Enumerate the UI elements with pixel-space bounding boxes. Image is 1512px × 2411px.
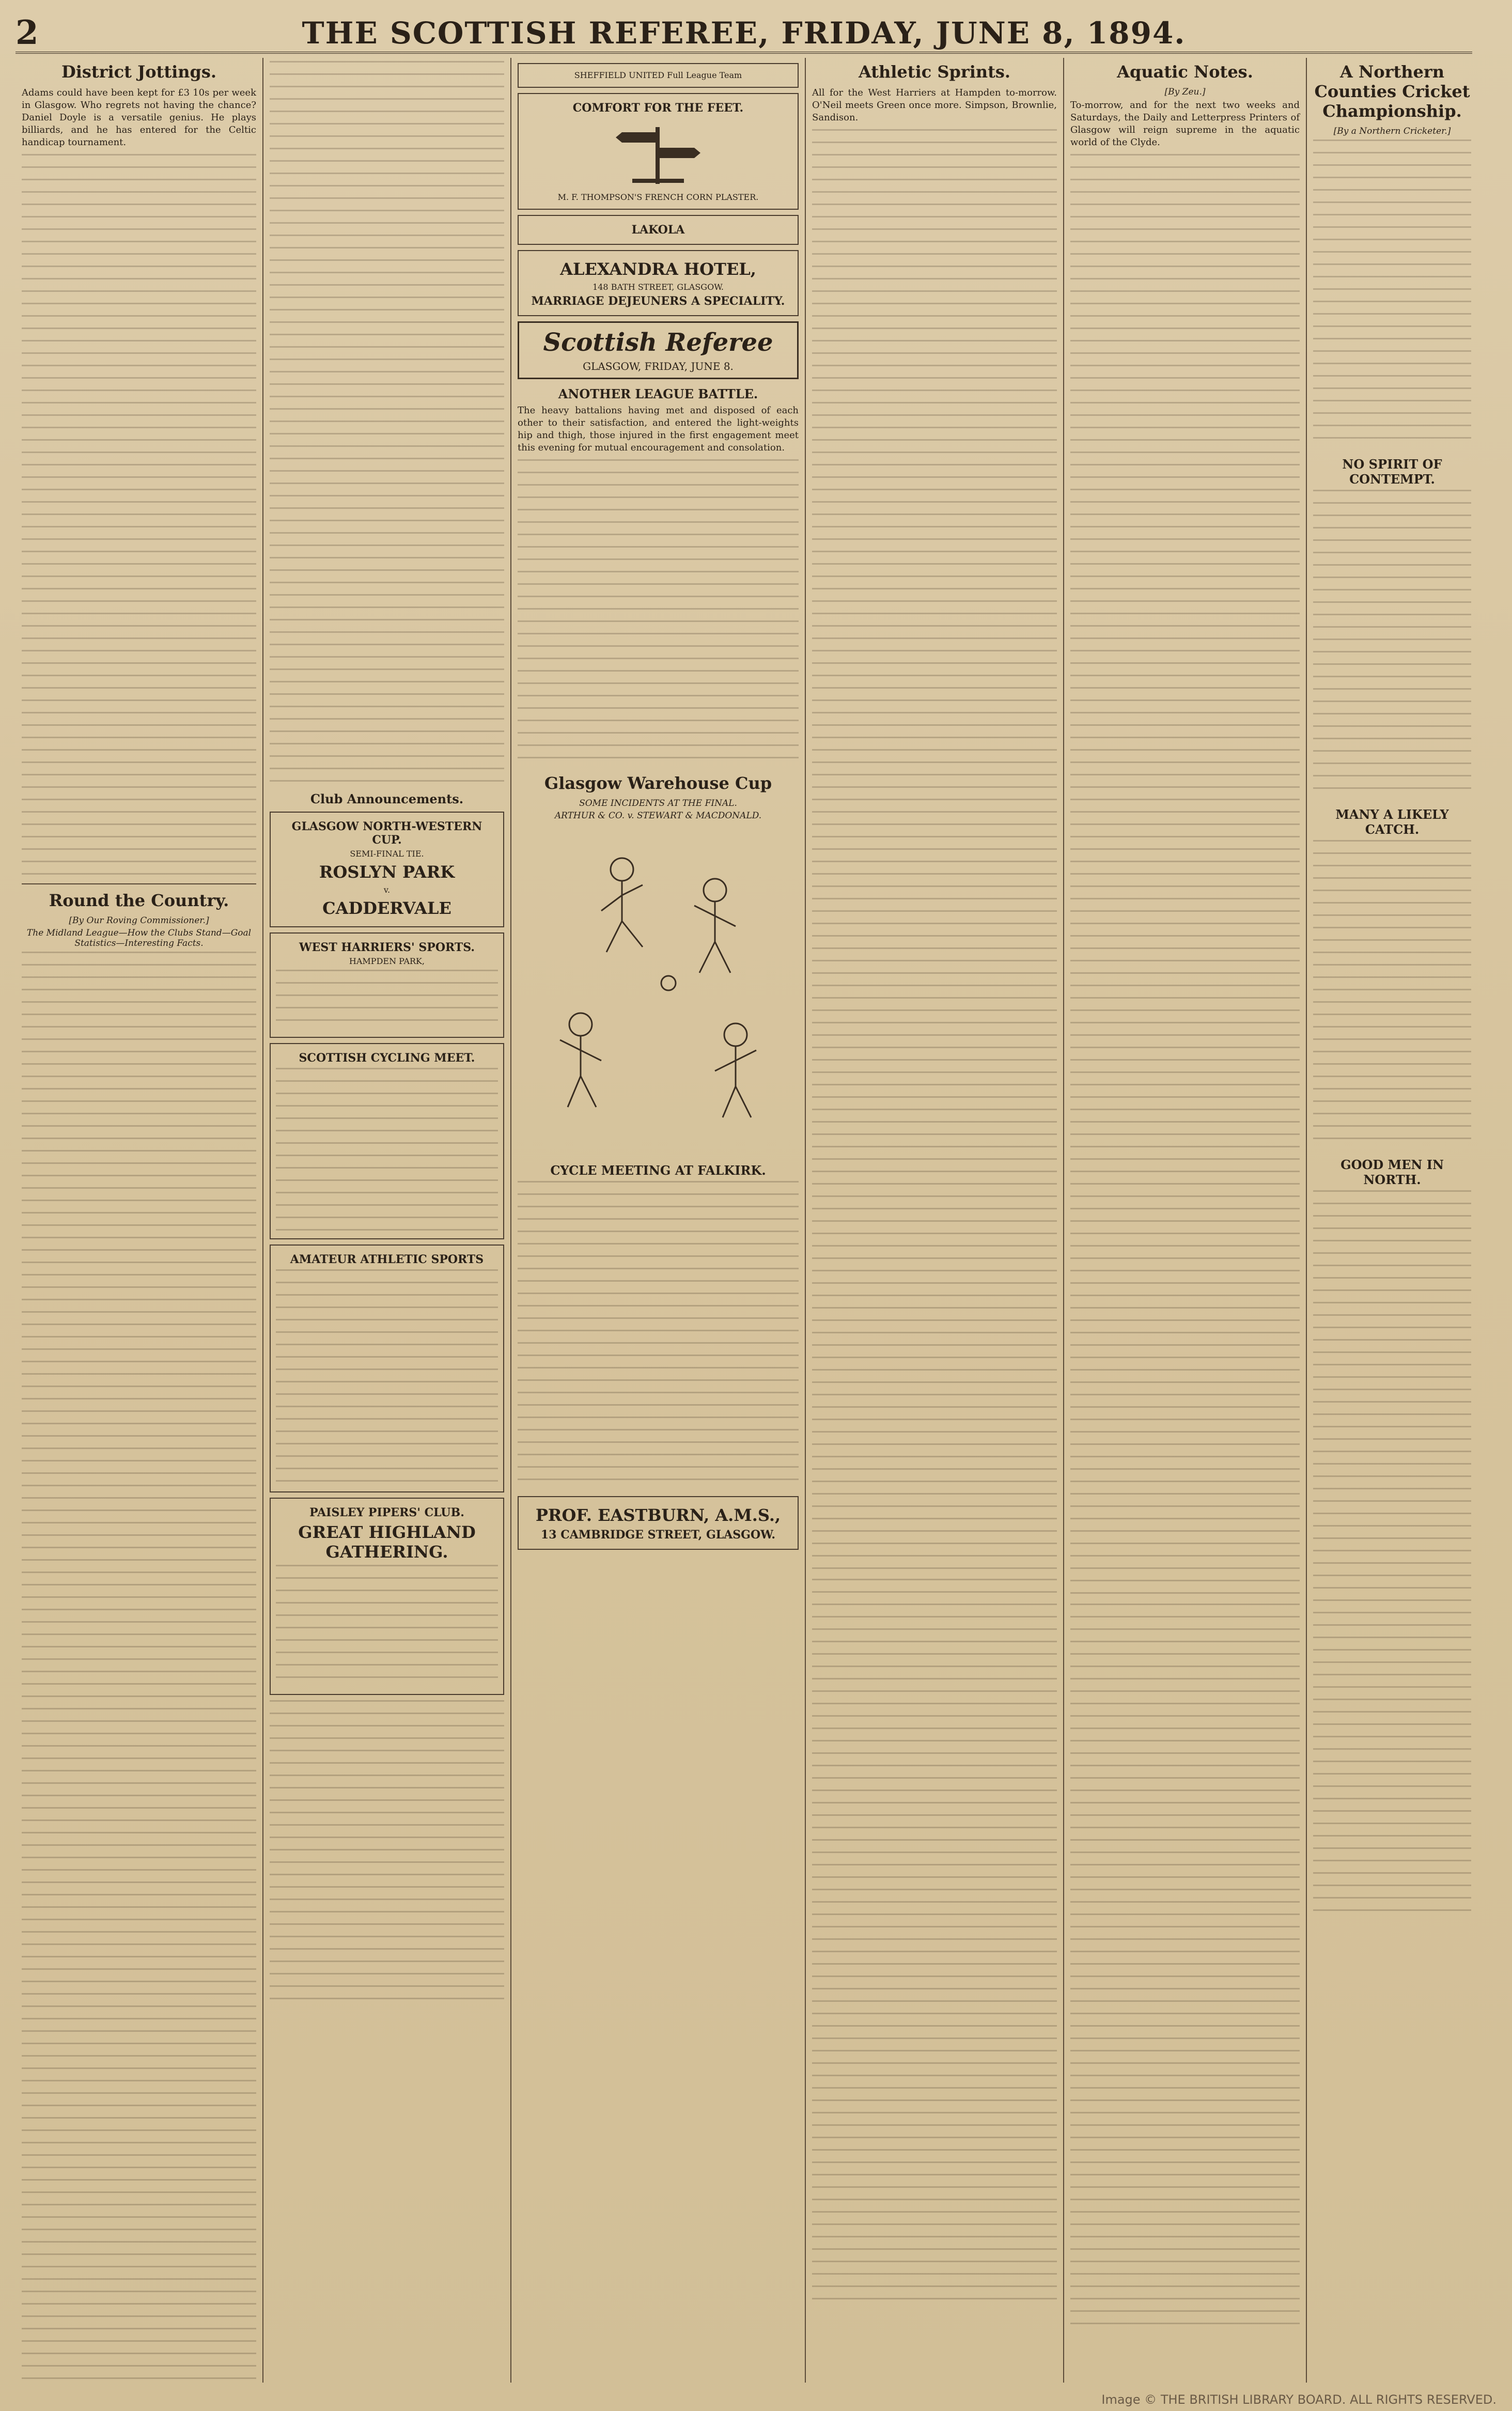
article-text-block [812,1579,1057,2302]
advert-address: 13 CAMBRIDGE STREET, GLASGOW. [540,1528,776,1542]
advert-versus: v. [383,885,391,895]
advert-cycling-meet [270,1043,504,1239]
article-text-block [270,61,504,784]
league-battle-heading: ANOTHER LEAGUE BATTLE. [558,386,758,401]
advert-team: CADDERVALE [322,898,451,918]
page-number: 2 [15,13,39,52]
article-text-block [1070,154,1300,1600]
warehouse-cup-heading: Glasgow Warehouse Cup [544,773,772,793]
advert-west-harriers [270,932,504,1038]
good-men-heading: GOOD MEN IN NORTH. [1340,1157,1444,1187]
district-jottings-text: Adams could have been kept for £3 10s per week in Glasgow. Who regrets not having the chance? Daniel Doyle is a versatile genius. He plays billiards, and he has entered for the Celtic handicap tournament. [22,87,256,148]
paper-masthead-box [518,321,799,379]
column-5 [1064,58,1307,2383]
image-credit: Image © THE BRITISH LIBRARY BOARD. ALL RIGHTS RESERVED. [1101,2392,1497,2407]
league-battle-text: The heavy battalions having met and disposed of each other to their satisfaction, and entered the light-weights hip and thigh, those injured in the first engagement meet this evening for mutual encouragement and consolation. [518,405,799,453]
signpost-illustration-icon [612,117,705,189]
article-text-block [1313,490,1471,800]
advert-title: GLASGOW NORTH-WESTERN CUP. [291,820,482,847]
article-text-block [1313,1190,1471,1914]
masthead [15,10,1472,54]
column-3 [511,58,806,2383]
advert-title: LAKOLA [631,223,685,237]
round-country-heading: Round the Country. [49,891,229,910]
advert-address: 148 BATH STREET, GLASGOW. [593,282,724,292]
football-sketch-illustration [518,828,799,1148]
column-4 [806,58,1064,2383]
advert-tagline: MARRIAGE DEJEUNERS A SPECIALITY. [531,294,785,308]
advert-title: ALEXANDRA HOTEL, [560,259,756,279]
advert-text [276,1565,498,1689]
district-jottings-heading: District Jottings. [61,62,217,82]
article-text-block [1070,1604,1300,2327]
advert-text [276,1068,498,1233]
round-country-subhead: The Midland League—How the Clubs Stand—Goal Statistics—Interesting Facts. [26,928,252,948]
advert-title: PAISLEY PIPERS' CLUB. [309,1506,464,1519]
column-rule [22,883,256,884]
advert-amateur-sports [270,1245,504,1492]
no-spirit-heading: NO SPIRIT OF CONTEMPT. [1342,457,1442,487]
article-text-block [518,459,799,769]
advert-line: SEMI-FINAL TIE. [350,849,424,859]
advert-prof-eastburn [518,1496,799,1550]
club-announcements-heading: Club Announcements. [310,791,464,806]
cricket-championship-heading: A Northern Counties Cricket Championship. [1314,62,1470,121]
advert-title: PROF. EASTBURN, A.M.S., [535,1505,781,1525]
advert-paisley-pipers [270,1498,504,1695]
warehouse-cup-teams: ARTHUR & CO. v. STEWART & MACDONALD. [554,811,762,821]
column-1 [15,58,263,2383]
advert-text-block [270,1700,504,2010]
article-text-block [518,1181,799,1491]
article-text-block [1313,840,1471,1150]
aquatic-notes-heading: Aquatic Notes. [1117,62,1253,82]
article-text-block [22,154,256,877]
advert-line: SHEFFIELD UNITED Full League Team [574,70,742,80]
paper-brand: Scottish Referee [543,328,773,357]
newspaper-title: THE SCOTTISH REFEREE, FRIDAY, JUNE 8, 1894. [302,15,1186,51]
likely-catch-heading: MANY A LIKELY CATCH. [1335,807,1449,837]
athletic-sprints-text: All for the West Harriers at Hampden to-morrow. O'Neil meets Green once more. Simpson, Brownlie, Sandison. [812,87,1057,123]
article-text-block [1313,139,1471,449]
advert-title: COMFORT FOR THE FEET. [572,101,744,115]
advert-title: SCOTTISH CYCLING MEET. [299,1051,475,1065]
athletic-sprints-heading: Athletic Sprints. [858,62,1011,82]
paper-date: GLASGOW, FRIDAY, JUNE 8. [583,360,734,372]
advert-corn-plaster [518,93,799,210]
advert-text [276,970,498,1032]
warehouse-cup-subhead: SOME INCIDENTS AT THE FINAL. [579,798,737,808]
advert-headline: GREAT HIGHLAND GATHERING. [298,1522,476,1562]
column-2 [263,58,511,2383]
advert-title: AMATEUR ATHLETIC SPORTS [290,1253,484,1266]
advert-text [276,1269,498,1486]
advert-alexandra-hotel [518,250,799,316]
advert-title: WEST HARRIERS' SPORTS. [299,941,475,954]
cricket-byline: [By a Northern Cricketer.] [1333,126,1451,136]
column-6 [1307,58,1477,2383]
advert-north-western-cup [270,812,504,927]
cycle-meeting-heading: CYCLE MEETING AT FALKIRK. [550,1163,766,1178]
advert-sheffield [518,63,799,88]
advert-lakola [518,215,799,245]
advert-line: HAMPDEN PARK, [349,956,425,966]
article-text-block [812,129,1057,1576]
aquatic-notes-byline: [By Zeu.] [1164,87,1206,97]
article-text-block [22,952,256,2383]
advert-subtitle: M. F. THOMPSON'S FRENCH CORN PLASTER. [557,192,759,202]
aquatic-notes-text: To-morrow, and for the next two weeks and Saturdays, the Daily and Letterpress Printers of Glasgow will reign supreme in the aquatic world of the Clyde. [1070,100,1300,148]
round-country-byline: [By Our Roving Commissioner.] [69,915,209,926]
advert-team: ROSLYN PARK [319,862,455,882]
